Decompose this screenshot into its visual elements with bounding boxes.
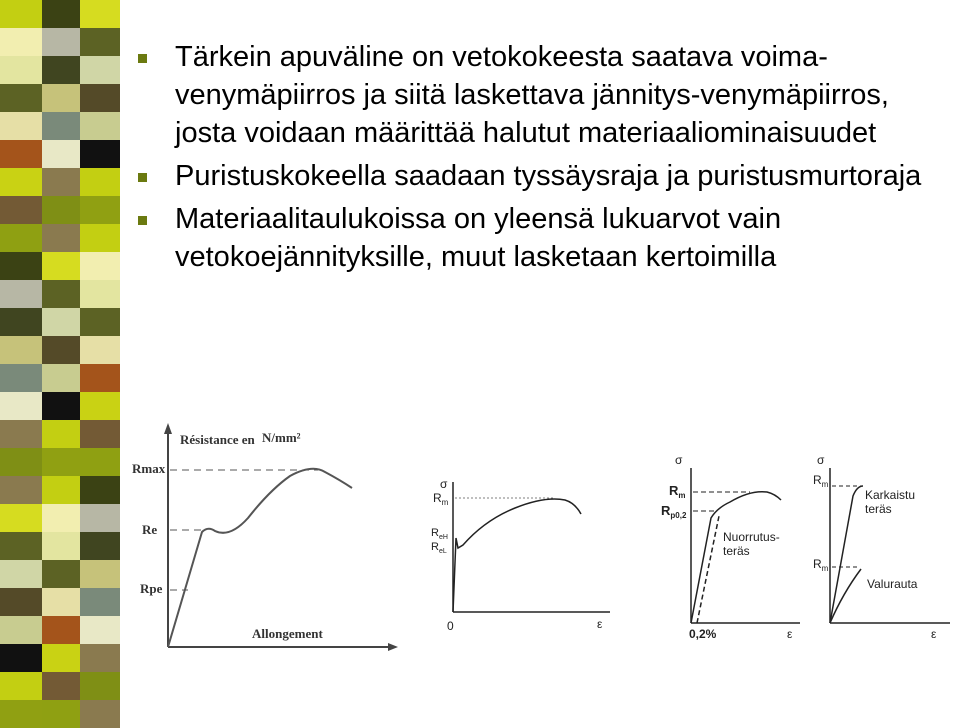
stripe-cell (42, 140, 80, 168)
stripe-cell (0, 504, 42, 532)
stripe-cell (0, 168, 42, 196)
stripe-cell (42, 0, 80, 28)
y-axis-title: Résistance en (180, 432, 255, 447)
stripe-cell (80, 84, 120, 112)
bullet-square-icon (138, 173, 147, 182)
bullet-list (130, 38, 950, 281)
stripe-cell (0, 420, 42, 448)
stripe-cell (42, 392, 80, 420)
stripe-cell (0, 392, 42, 420)
stripe-cell (80, 448, 120, 476)
stripe-cell (0, 672, 42, 700)
bullet-text: Tärkein apuväline on vetokokeesta saatava voima-venymäpiirros ja siitä laskettava jännitys-venymäpiirros, josta voidaan määrittää halutut materiaaliominaisuudet (175, 41, 889, 149)
stripe-cell (42, 448, 80, 476)
stripe-cell (42, 504, 80, 532)
stripe-cell (0, 56, 42, 84)
rp02-label: $R_{p0,2}$ (661, 503, 687, 520)
stripe-cell (80, 672, 120, 700)
curve-label-line-1: Nuorrutus- (723, 530, 780, 544)
stripe-cell (42, 196, 80, 224)
stripe-cell (80, 504, 120, 532)
stripe-cell (0, 308, 42, 336)
stress-strain-curve (453, 499, 581, 612)
stripe-cell (42, 308, 80, 336)
stripe-cell (42, 28, 80, 56)
offset-label: 0,2% (689, 627, 717, 641)
stripe-cell (42, 56, 80, 84)
level-re: Re (142, 522, 158, 537)
bullet-item (130, 200, 950, 276)
stripe-cell (80, 56, 120, 84)
stripe-cell (0, 280, 42, 308)
stripe-cell (80, 196, 120, 224)
stripe-cell (80, 644, 120, 672)
stripe-cell (42, 420, 80, 448)
hardened-steel-curve (830, 486, 863, 623)
stripe-cell (0, 448, 42, 476)
bullet-square-icon (138, 216, 147, 225)
stripe-cell (80, 140, 120, 168)
sigma-label: σ (440, 477, 448, 491)
stripe-cell (42, 644, 80, 672)
figure-hardened-steel-cast-iron (805, 448, 955, 643)
stripe-cell (42, 168, 80, 196)
reh-label: $R_{eH}$ (431, 527, 448, 541)
rel-label: $R_{eL}$ (431, 541, 447, 555)
stripe-cell (80, 588, 120, 616)
stripe-cell (80, 700, 120, 728)
level-rpe: Rpe (140, 581, 163, 596)
stripe-cell (42, 84, 80, 112)
cast-iron-label: Valurauta (867, 577, 918, 591)
stripe-cell (80, 168, 120, 196)
stripe-cell (0, 616, 42, 644)
stripe-cell (42, 224, 80, 252)
stripe-cell (80, 420, 120, 448)
x-axis-arrow-icon (388, 643, 398, 651)
stripe-cell (42, 532, 80, 560)
bullet-item (130, 38, 950, 152)
stripe-cell (0, 364, 42, 392)
epsilon-label: ε (787, 627, 793, 641)
level-rmax: Rmax (132, 461, 166, 476)
stripe-cell (42, 588, 80, 616)
stress-strain-curve (168, 469, 352, 647)
y-axis-unit: N/mm² (262, 430, 301, 445)
rm-label: $R_m$ (669, 483, 686, 500)
origin-label: 0 (447, 619, 454, 633)
sigma-label: σ (675, 453, 683, 467)
bullet-text: Puristuskokeella saadaan tyssäysraja ja puristusmurtoraja (175, 160, 922, 192)
stripe-cell (0, 140, 42, 168)
rm-label-lower: $R_m$ (813, 557, 829, 573)
bullet-square-icon (138, 54, 147, 63)
stripe-cell (80, 336, 120, 364)
decorative-stripe (0, 0, 120, 728)
bullet-item (130, 157, 950, 195)
stripe-cell (0, 560, 42, 588)
stripe-cell (0, 28, 42, 56)
stripe-cell (80, 280, 120, 308)
stripe-cell (0, 224, 42, 252)
figure-resistance-allongement (130, 420, 400, 655)
epsilon-label: ε (597, 617, 603, 631)
stripe-cell (0, 196, 42, 224)
stripe-cell (42, 476, 80, 504)
stripe-cell (80, 28, 120, 56)
stripe-cell (80, 224, 120, 252)
x-axis-title: Allongement (252, 626, 323, 641)
stripe-cell (80, 532, 120, 560)
stripe-cell (80, 364, 120, 392)
stripe-cell (0, 644, 42, 672)
stripe-cell (80, 476, 120, 504)
stripe-cell (0, 700, 42, 728)
stripe-cell (0, 588, 42, 616)
stripe-cell (42, 700, 80, 728)
stripe-cell (80, 308, 120, 336)
y-axis-arrow-icon (164, 423, 172, 434)
stripe-cell (42, 672, 80, 700)
stripe-cell (0, 532, 42, 560)
hardened-steel-label-1: Karkaistu (865, 488, 916, 502)
figure-quenched-tempered-steel (655, 448, 805, 643)
curve-label-line-2: teräs (723, 544, 750, 558)
stripe-cell (80, 112, 120, 140)
stripe-cell (80, 252, 120, 280)
stripe-cell (80, 560, 120, 588)
stripe-cell (42, 280, 80, 308)
stripe-cell (0, 112, 42, 140)
stripe-cell (42, 560, 80, 588)
stripe-cell (42, 336, 80, 364)
stripe-cell (42, 616, 80, 644)
stripe-cell (42, 364, 80, 392)
figure-yield-points (425, 470, 615, 635)
hardened-steel-label-2: teräs (865, 502, 892, 516)
stripe-cell (0, 476, 42, 504)
stripe-cell (0, 336, 42, 364)
bullet-text: Materiaalitaulukoissa on yleensä lukuarvot vain vetokoejännityksille, muut lasketaan kertoimilla (175, 203, 782, 273)
epsilon-label: ε (931, 627, 937, 641)
stripe-cell (80, 0, 120, 28)
stripe-cell (0, 84, 42, 112)
stripe-cell (42, 112, 80, 140)
stripe-cell (80, 616, 120, 644)
rm-label-upper: $R_m$ (813, 473, 829, 489)
stripe-cell (80, 392, 120, 420)
stripe-cell (42, 252, 80, 280)
rm-label: $R_m$ (433, 491, 449, 507)
stripe-cell (0, 0, 42, 28)
sigma-label: σ (817, 453, 825, 467)
stripe-cell (0, 252, 42, 280)
